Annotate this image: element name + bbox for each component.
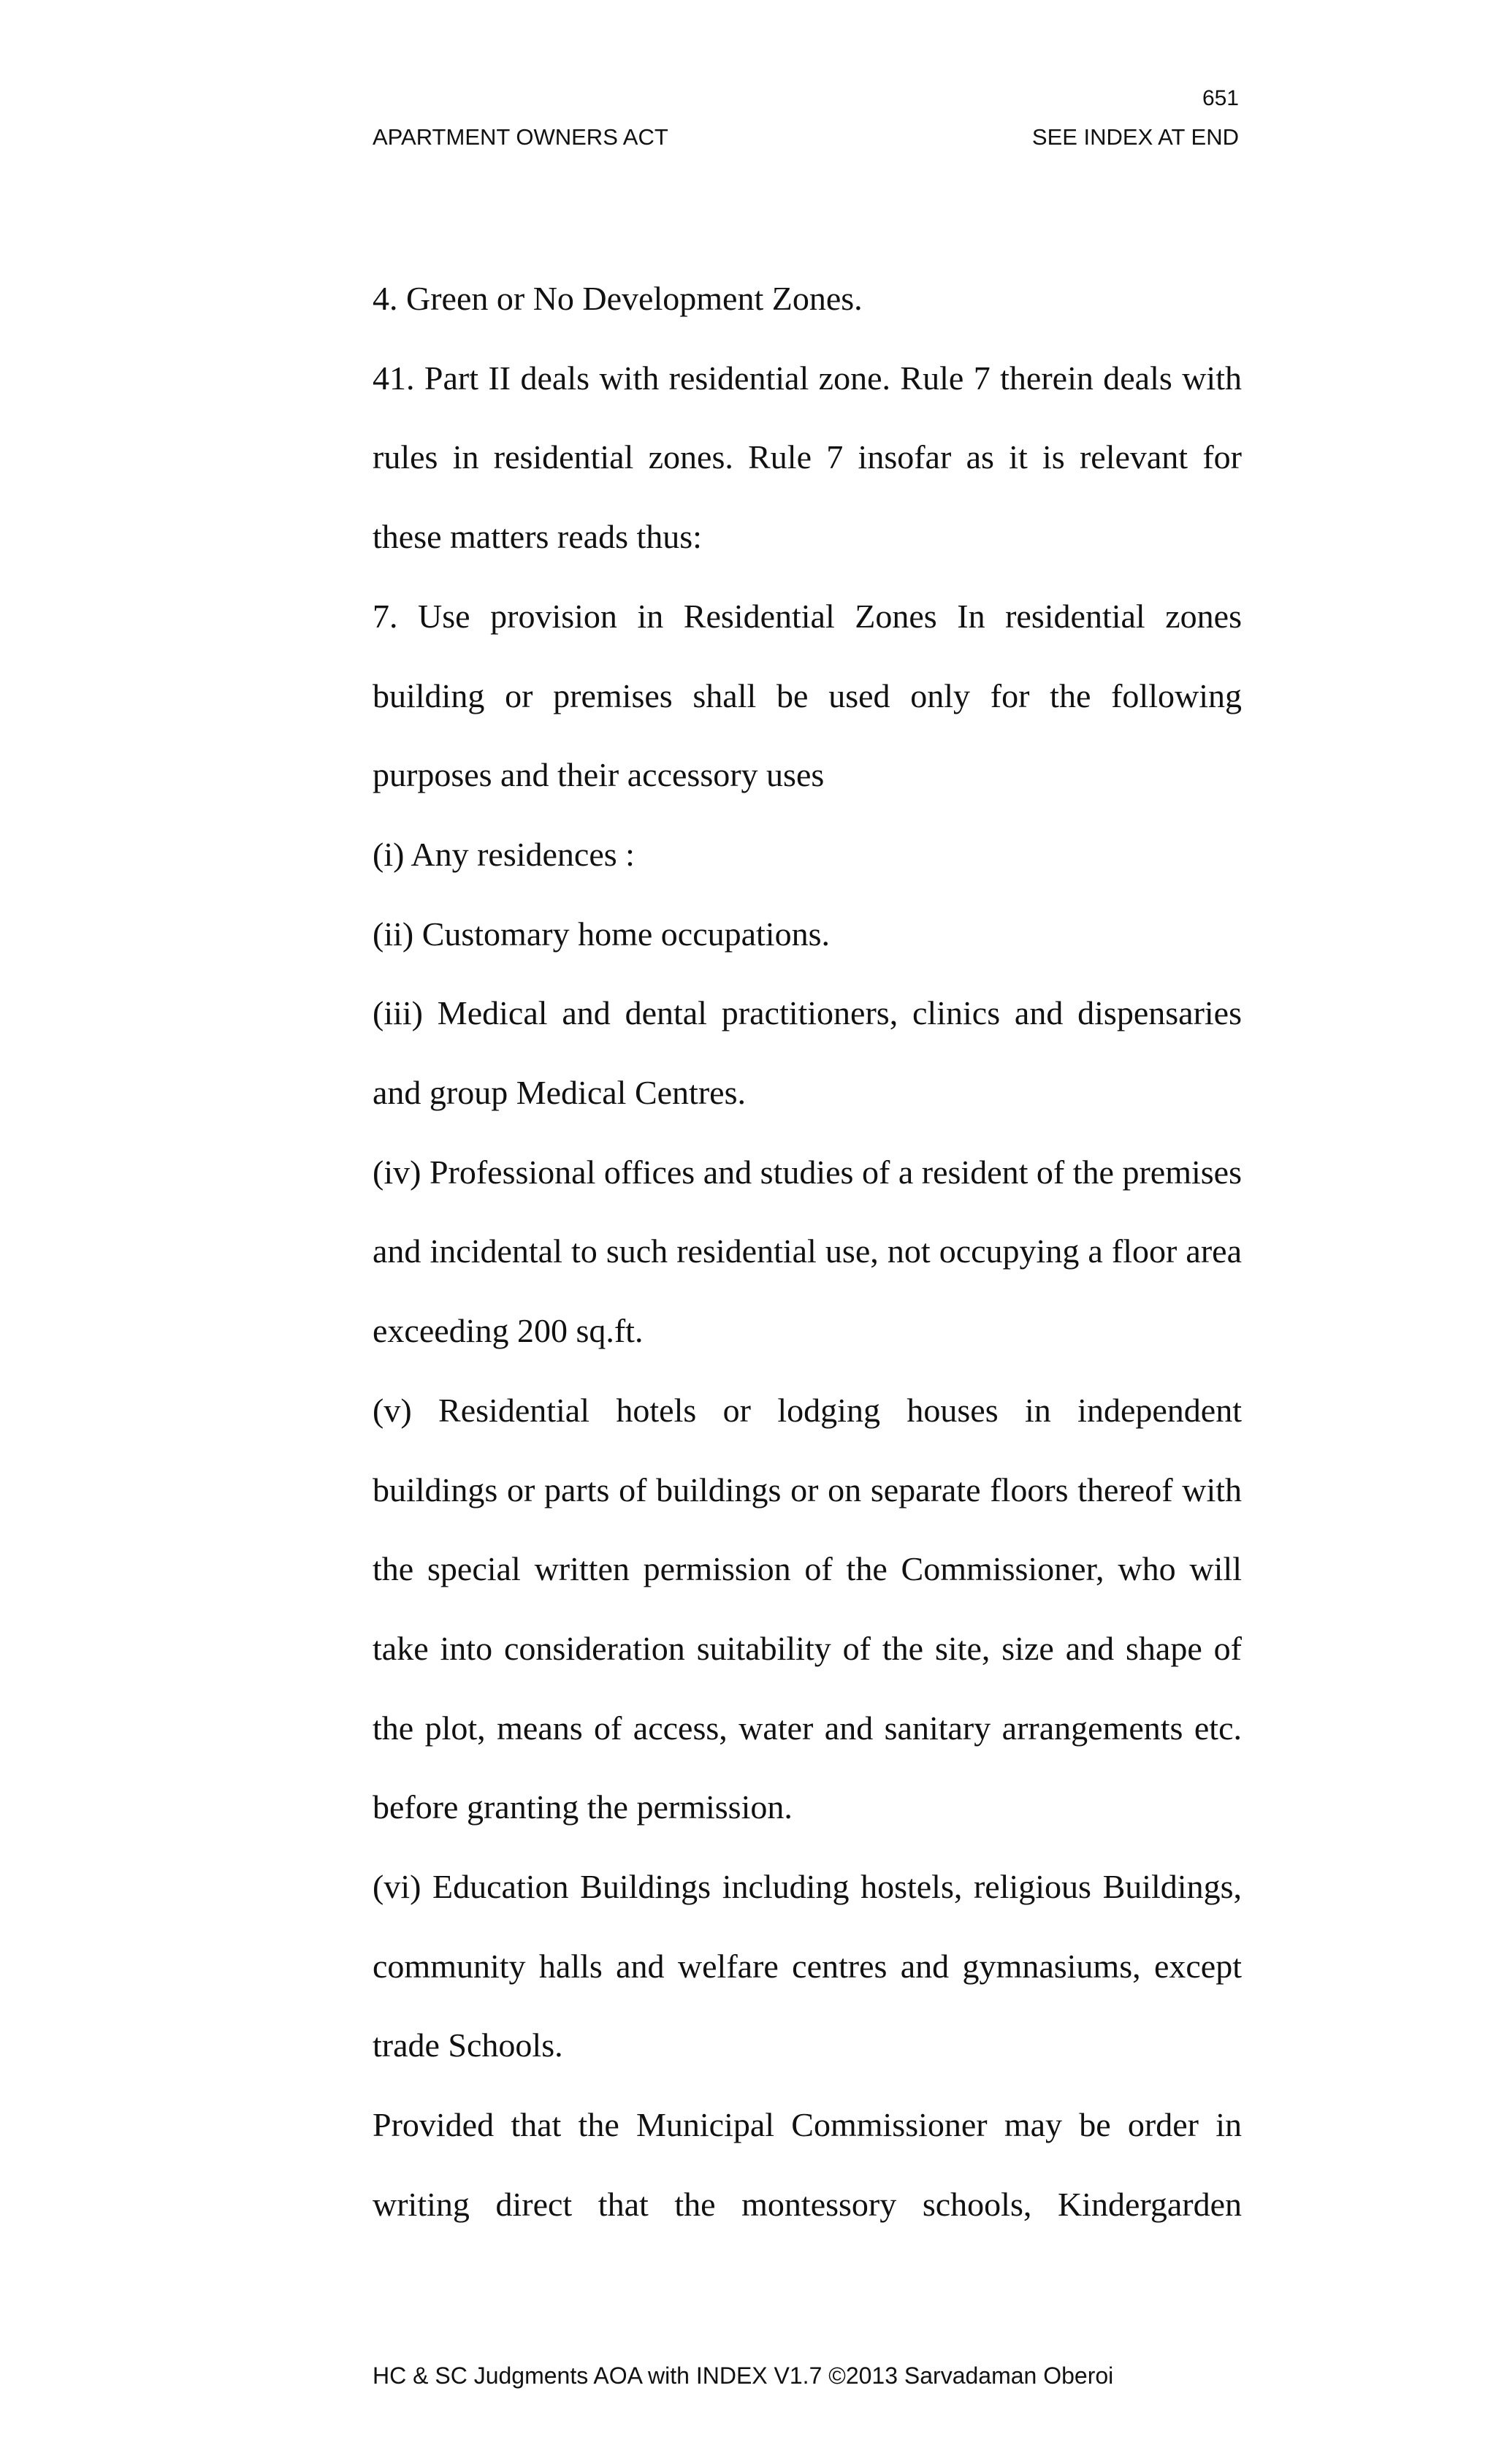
running-header xyxy=(373,126,1239,148)
clause-v: (v) Residential hotels or lodging houses in independent buildings or parts of buildings or on separate floors thereof with the special written permission of the Commissioner, who will take into consideration suitability of the site, size and shape of the plot, means of access, water and sanitary arrangements etc. before granting the permission. xyxy=(373,1391,1242,1826)
rule-7-intro: 7. Use provision in Residential Zones In residential zones building or premises shall be used only for the following purposes and their accessory uses xyxy=(373,597,1242,794)
clause-iv: (iv) Professional offices and studies of a resident of the premises and incidental to such residential use, not occupying a floor area exceeding 200 sq.ft. xyxy=(373,1153,1242,1350)
header-left-title: APARTMENT OWNERS ACT xyxy=(373,124,668,150)
clause-vi: (vi) Education Buildings including hostels, religious Buildings, community halls and welfare centres and gymnasiums, except trade Schools. xyxy=(373,1868,1242,2064)
clause-i: (i) Any residences : xyxy=(373,835,635,873)
header-right-title: SEE INDEX AT END xyxy=(1031,124,1239,150)
heading-green-zones: 4. Green or No Development Zones. xyxy=(373,280,863,317)
page-number: 651 xyxy=(1202,86,1239,110)
paragraph-41: 41. Part II deals with residential zone. Rule 7 therein deals with rules in residential zones. Rule 7 insofar as it is relevant for these matters reads thus: xyxy=(373,359,1242,556)
page-footer: HC & SC Judgments AOA with INDEX V1.7 ©2013 Sarvadaman Oberoi xyxy=(373,2362,1114,2389)
clause-ii: (ii) Customary home occupations. xyxy=(373,915,830,953)
clause-iii: (iii) Medical and dental practitioners, clinics and dispensaries and group Medical Centres. xyxy=(373,994,1242,1112)
proviso: Provided that the Municipal Commissioner may be order in writing direct that the montessory schools, Kindergarden xyxy=(373,2106,1242,2223)
document-body xyxy=(373,259,1242,2245)
